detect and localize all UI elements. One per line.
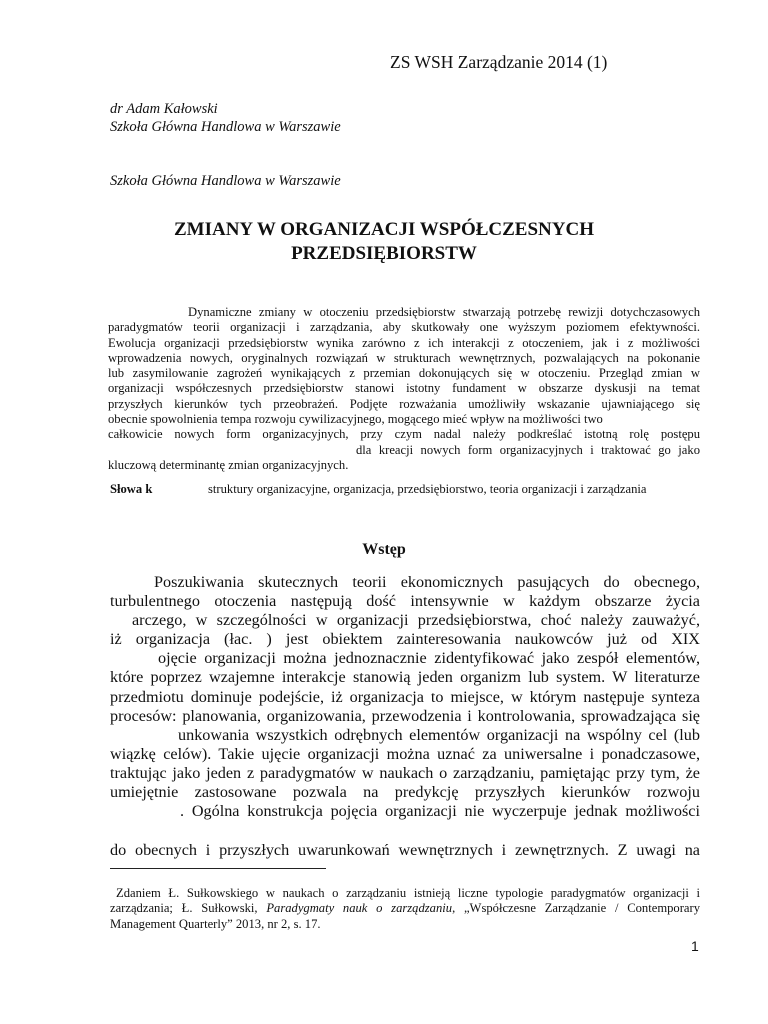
abstract-line: obecnie spowolnienia tempa rozwoju cywilizacyjnego, mogącego mieć wpływ na możliwości two [108,412,603,427]
abstract-line: lub zasymilowanie zagrożeń wynikających z przemian dokonujących się w otoczeniu. Przegląd zmian w [108,366,700,381]
author-affiliation: Szkoła Główna Handlowa w Warszawie [110,119,341,135]
body-line: traktując jako jeden z paradygmatów w naukach o zarządzaniu, pamiętając przy tym, że [110,763,700,782]
author-affiliation-repeat: Szkoła Główna Handlowa w Warszawie [110,173,341,189]
article-title-line: PRZEDSIĘBIORSTW [291,243,477,264]
body-line: do obecnych i przyszłych uwarunkowań wewnętrznych i zewnętrznych. Z uwagi na [110,841,700,860]
article-title-line: ZMIANY W ORGANIZACJI WSPÓŁCZESNYCH [173,219,594,240]
footnote-line: Management Quarterly” 2013, nr 2, s. 17. [110,916,321,931]
footnote-cited-title: Paradygmaty nauk o zarządzaniu [266,901,453,916]
keywords [110,482,647,497]
footnote-text: , „Współczesne Zarządzanie / Contemporary [452,901,700,916]
author-name: dr Adam Kałowski [110,101,218,117]
footnote-line [110,901,700,916]
abstract-line: organizacji współczesnych przedsiębiorstw stanowi istotny fundament w obszarze dyskusji na temat [108,381,700,396]
body-line: . Ogólna konstrukcja pojęcia organizacji nie wyczerpuje jednak możliwości [180,802,700,821]
abstract-line: wprowadzenia nowych, oryginalnych rozwiązań w strukturach wewnętrznych, pozwalających na pokonanie [108,350,700,365]
abstract-line: Dynamiczne zmiany w otoczeniu przedsiębiorstw stwarzają potrzebę rewizji dotychczasowych [188,305,700,319]
body-line: Poszukiwania skutecznych teorii ekonomicznych pasujących do obecnego, [154,573,700,591]
abstract-line: kluczową determinantę zmian organizacyjnych. [108,457,349,472]
body-line: iż organizacja (łac. ) jest obiektem zainteresowania naukowców już od XIX [110,630,700,649]
body-line: wiązkę celów). Takie ujęcie organizacji można uznać za uniwersalne i ponadczasowe, [110,744,700,763]
body-line: arczego, w szczególności w organizacji przedsiębiorstwa, choć należy zauważyć, [132,611,700,630]
body-line: unkowania wszystkich odrębnych elementów organizacji na wspólny cel (lub [178,725,700,744]
abstract-line: paradygmatów teorii organizacji i zarządzania, aby skutkowały one wyższym poziomem efektywności. [108,320,700,335]
section-heading: Wstęp [362,541,406,558]
keywords-text: struktury organizacyjne, organizacja, przedsiębiorstwo, teoria organizacji i zarządzania [208,482,647,496]
body-line: turbulentnego otoczenia następują dość intensywnie w każdym obszarze życia [110,592,700,611]
abstract-line: Ewolucja organizacji przedsiębiorstw wynika zarówno z ich interakcji z otoczeniem, jak i z możliwości [108,335,700,350]
body-line: przedmiotu dominuje podejście, iż organizacja to miejsce, w którym następuje synteza [110,687,700,706]
footnote-separator [110,868,326,869]
abstract [108,305,700,473]
abstract-line: dla kreacji nowych form organizacyjnych i traktować go jako [356,442,700,457]
page-number: 1 [691,938,699,954]
body-line: ojęcie organizacji można jednoznacznie zidentyfikować jako zespół elementów, [158,649,700,668]
body-paragraph [110,573,700,860]
abstract-line: przyszłych kierunków tych przeobrażeń. Podjęte rozważania umożliwiły wskazanie ujawniającego się [108,396,700,411]
footnote [110,886,700,932]
body-line: procesów: planowania, organizowania, przewodzenia i kontrolowania, sprowadzająca się [110,706,700,725]
body-line: które poprzez wzajemne interakcje stanowią jeden organizm lub system. W literaturze [110,668,700,687]
abstract-line: całkowicie nowych form organizacyjnych, przy czym nadal należy podkreślać istotną rolę postępu [108,427,700,442]
footnote-text: zarządzania; Ł. Sułkowski, [110,901,267,916]
running-header: ZS WSH Zarządzanie 2014 (1) [390,52,608,72]
keywords-label: Słowa k [110,482,153,496]
footnote-line: Zdaniem Ł. Sułkowskiego w naukach o zarządzaniu istnieją liczne typologie paradygmatów organizacji i [116,886,700,900]
article-title [90,218,678,266]
body-line: umiejętnie zastosowane pozwala na predykcję przyszłych kierunków rozwoju [110,783,700,802]
